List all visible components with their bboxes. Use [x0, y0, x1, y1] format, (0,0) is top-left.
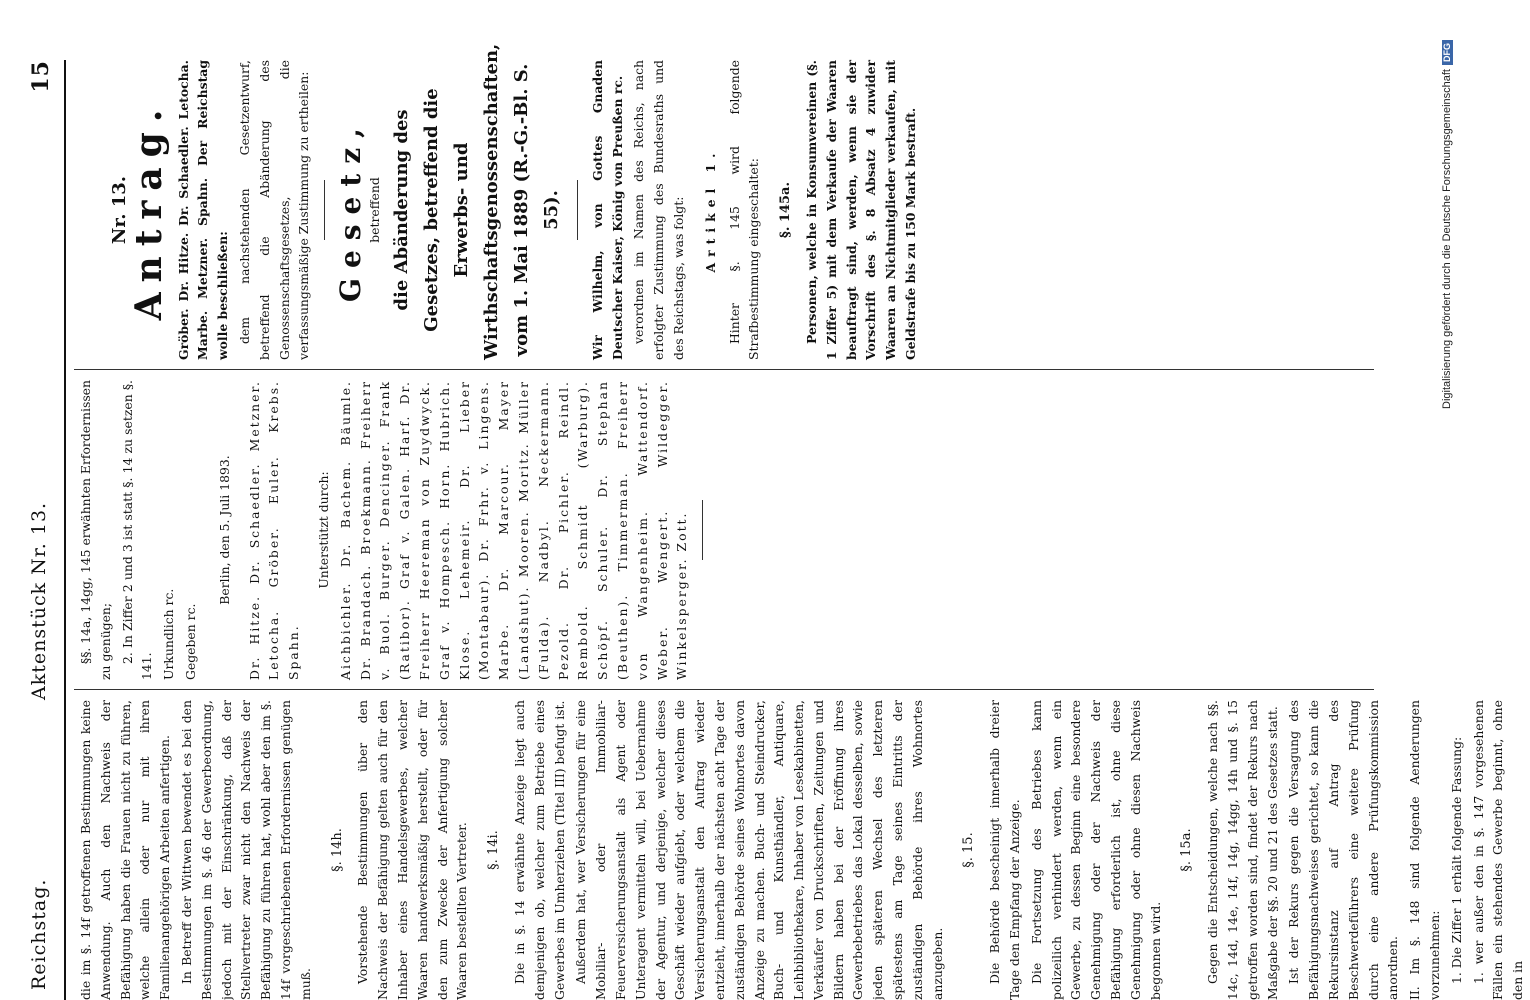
paragraph: Gegen die Entscheidungen, welche nach §§. 14c, 14d, 14e, 14f, 14g, 14gg, 14h und §. 15 getroffen worden sind, findet der Rekurs nach Maßgabe der §§. 20 und 21 des Gesetzes statt. — [1205, 700, 1280, 1000]
paragraph: Gegeben rc. — [182, 603, 198, 680]
page-header — [14, 60, 62, 1000]
column-2 — [76, 380, 713, 680]
column-divider — [74, 689, 1374, 690]
paragraph: In Betreff der Wittwen bewendet es bei den Bestimmungen im §. 46 der Gewerbeordnung, jedoch mit der Einschränkung, daß der Stellvertreter zwar nicht den Nachweis der Befähigung zu führen hat, wohl aber den im §. 14f vorgeschriebenen Erfordernissen genügen muß. — [178, 700, 313, 1000]
digitization-credit-strip — [1402, 0, 1453, 1000]
paragraph: 1. Die Ziffer 1 erhält folgende Fassung: — [1448, 736, 1464, 984]
section-heading: §. 15. — [961, 832, 977, 868]
divider — [702, 500, 703, 560]
column-3 — [76, 43, 923, 360]
divider — [577, 180, 578, 240]
paragraph: verordnen im Namen des Reichs, nach erfolgter Zustimmung des Bundesraths und des Reichstags, was folgt: — [631, 60, 686, 360]
divider — [324, 180, 325, 240]
antrag-heading: Antrag. — [127, 99, 170, 321]
section-heading: §. 14i. — [486, 830, 502, 870]
preamble: Wir Wilhelm, von Gottes Gnaden Deutscher Kaiser, König von Preußen rc. — [589, 60, 625, 360]
supporters-list: Aichbichler. Dr. Bachem. Bäumle. Dr. Brandach. Broekmann. Freiherr v. Buol. Burger. Dencinger. Frank (Ratibor). Graf v. Galen. Harf. Dr. Freiherr Heereman von Zuydwyck. Graf v. Hompesch. Horn. Hubrich. Klose. Lehemeir. Dr. Lieber (Montabaur). Dr. Frhr. v. Lingens. Marbe. Dr. Marcour. Mayer (Landshut). Mooren. Moritz. Müller (Fulda). Nadbyl. Neckermann. Pezold. Dr. Pichler. Reindl. Rembold. Schmidt (Warburg). Schöpf. Schuler. Dr. Stephan (Beuthen). Timmerman. Freiherr von Wangenheim. Wattendorf. Weber. Wengert. Wildegger. Winkelsperger. Zott. — [337, 380, 690, 680]
paragraph: Die Behörde bescheinigt innerhalb dreier Tage den Empfang der Anzeige. — [987, 700, 1023, 1000]
signatories: Dr. Hitze. Dr. Schaedler. Metzner. Letocha. Gröber. Euler. Krebs. Spahn. — [246, 380, 302, 680]
header-title: Aktenstück Nr. 13. — [28, 501, 50, 700]
column-1 — [76, 700, 1530, 1000]
digitization-credit: Digitalisierung gefördert durch die Deutsche Forschungsgemeinschaft — [1441, 69, 1453, 409]
paragraph: II. Im §. 148 sind folgende Aenderungen vorzunehmen: — [1407, 700, 1442, 1000]
paragraph: Hinter §. 145 wird folgende Strafbestimmung eingeschaltet: — [726, 60, 762, 360]
header-rule — [64, 60, 66, 1000]
penalty-provision: Personen, welche in Konsumvereinen (§. 1 Ziffer 5) mit dem Verkaufe der Waaren beauftragt sind, werden, wenn sie der Vorschrift des §. 8 Absatz 4 zuwider Waaren an Nichtmitglieder verkaufen, mit Geldstrafe bis zu 150 Mark bestraft. — [803, 60, 918, 360]
intro: Gröber. Dr. Hitze. Dr. Schaedler. Letocha. Marbe. Metzner. Spahn. Der Reichstag wolle beschließen: — [175, 60, 231, 360]
law-title: die Abänderung des Gesetzes, betreffend die Erwerbs- und Wirthschaftsgenossenschaften, vom 1. Mai 1889 (R.-G.-Bl. S. 55). — [390, 43, 562, 360]
paragraph: Die Fortsetzung des Betriebes kann polizeilich verhindert werden, wenn ein Gewerbe, zu dessen Beginn eine besondere Genehmigung oder der Nachweis der Befähigung erforderlich ist, ohne diese Genehmigung oder ohne diesen Nachweis begonnen wird. — [1028, 700, 1163, 1000]
section-heading: §. 15a. — [1179, 828, 1195, 872]
paragraph: dem nachstehenden Gesetzentwurf, betreffend die Abänderung des Genossenschaftsgesetzes, die verfassungsmäßige Zustimmung zu ertheilen: — [236, 60, 312, 360]
supported-by: Unterstützt durch: — [315, 471, 331, 589]
paragraph: Urkundlich rc. — [161, 588, 177, 680]
paragraph: §§. 14a, 14gg, 145 erwähnten Erfordernissen zu genügen; — [78, 380, 113, 680]
column-divider — [74, 369, 1374, 370]
paragraph: Ist der Rekurs gegen die Versagung des Befähigungsnachweises gerichtet, so kann die Rekursinstanz auf Antrag des Beschwerdeführers eine weitere Prüfung durch eine andere Prüfungskommission anordnen. — [1286, 700, 1401, 1000]
dfg-logo: DFG — [1442, 40, 1453, 65]
document-number: Nr. 13. — [109, 175, 130, 245]
gesetz-heading: Gesetz, — [334, 118, 368, 302]
paragraph: 2. In Ziffer 2 und 3 ist statt §. 14 zu setzen §. 141. — [119, 380, 155, 680]
date-line: Berlin, den 5. Juli 1893. — [216, 455, 232, 605]
section-heading: §. 14h. — [329, 828, 345, 872]
paragraph: Vorstehende Bestimmungen über den Nachweis der Befähigung gelten auch für den Inhaber eines Handelsgewerbes, welcher Waaren handwerksmäßig herstellt, oder für den zum Zwecke der Anfertigung solcher Waaren bestellten Vertreter. — [355, 700, 470, 1000]
section-heading: §. 145a. — [778, 182, 794, 238]
paragraph: Außerdem hat, wer Versicherungen für eine Mobiliar- oder Immobiliar-Feuerversicherungsanstalt als Agent oder Unteragent vermitteln will, bei Uebernahme der Agentur, und derjenige, welcher dieses Geschäft wieder aufgiebt, oder welchem die Versicherungsanstalt den Auftrag wieder entzieht, innerhalb der nächsten acht Tage der zuständigen Behörde seines Wohnortes davon Anzeige zu machen. Buch- und Steindrucker, Buch- und Kunsthändler, Antiquare, Leihbibliothekare, Inhaber von Lesekabinetten, Verkäufer von Druckschriften, Zeitungen und Bildern haben bei der Eröffnung ihres Gewerbebetriebes das Lokal desselben, sowie jeden späteren Wechsel des letzteren spätestens am Tage seines Eintritts der zuständigen Behörde ihres Wohnortes anzugeben. — [573, 700, 945, 1000]
paragraph: 1. wer außer den in §. 147 vorgesehenen Fällen ein stehendes Gewerbe beginnt, ohne den in — [1470, 700, 1526, 1000]
betreffend: betreffend — [366, 177, 382, 243]
header-left: Reichstag. — [28, 878, 50, 990]
page-number: 15 — [28, 60, 54, 93]
paragraph: die im §. 14f getroffenen Bestimmungen keine Anwendung. Auch den Nachweis der Befähigung haben die Frauen nicht zu führen, welche allein oder nur mit ihren Familienangehörigen Arbeiten anfertigen. — [78, 700, 173, 1000]
paragraph: Die in §. 14 erwähnte Anzeige liegt auch demjenigen ob, welcher zum Betriebe eines Gewerbes im Umherziehen (Titel III) befugt ist. — [511, 700, 567, 1000]
artikel-heading: Artikel 1. — [702, 147, 718, 273]
